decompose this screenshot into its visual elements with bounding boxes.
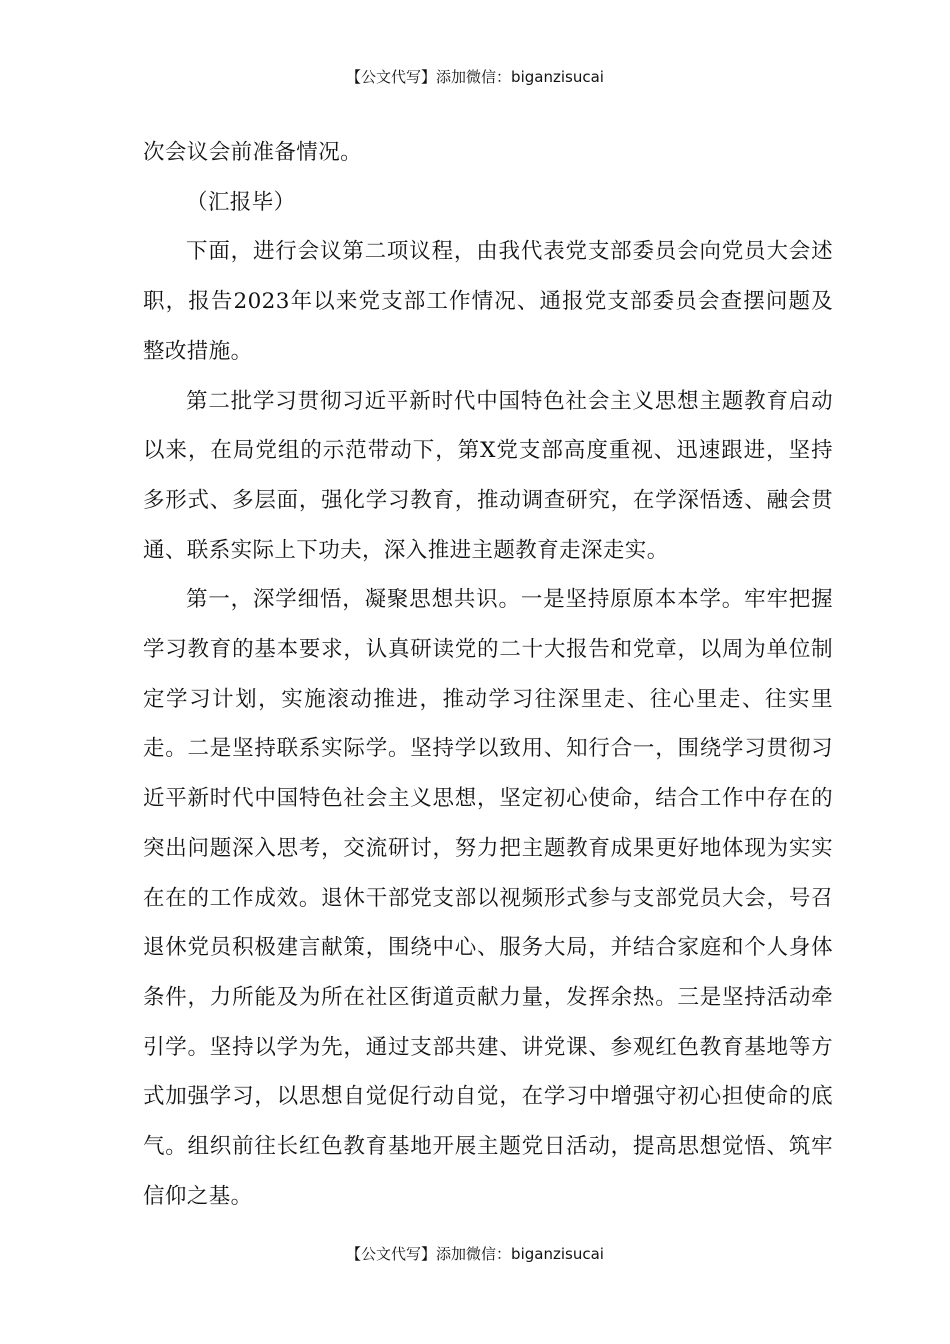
- page-header: 【公文代写】添加微信：biganzisucai: [346, 68, 604, 86]
- document-body: [143, 128, 833, 1221]
- paragraph-5: 第一，深学细悟，凝聚思想共识。一是坚持原原本本学。牢牢把握学习教育的基本要求，认真研读党的二十大报告和党章，以周为单位制定学习计划，实施滚动推进，推动学习往深里走、往心里走、往实里走。二是坚持联系实际学。坚持学以致用、知行合一，围绕学习贯彻习近平新时代中国特色社会主义思想，坚定初心使命，结合工作中存在的突出问题深入思考，交流研讨，努力把主题教育成果更好地体现为实实在在的工作成效。退休干部党支部以视频形式参与支部党员大会，号召退休党员积极建言献策，围绕中心、服务大局，并结合家庭和个人身体条件，力所能及为所在社区街道贡献力量，发挥余热。三是坚持活动牵引学。坚持以学为先，通过支部共建、讲党课、参观红色教育基地等方式加强学习，以思想自觉促行动自觉，在学习中增强守初心担使命的底气。组织前往长红色教育基地开展主题党日活动，提高思想觉悟、筑牢信仰之基。: [143, 587, 833, 1209]
- paragraph-3: 下面，进行会议第二项议程，由我代表党支部委员会向党员大会述职，报告2023年以来党支部工作情况、通报党支部委员会查摆问题及整改措施。: [143, 239, 833, 364]
- paragraph-4: 第二批学习贯彻习近平新时代中国特色社会主义思想主题教育启动以来，在局党组的示范带动下，第X党支部高度重视、迅速跟进，坚持多形式、多层面，强化学习教育，推动调查研究，在学深悟透、融会贯通、联系实际上下功夫，深入推进主题教育走深走实。: [143, 388, 833, 563]
- paragraph-2: （汇报毕）: [186, 189, 296, 215]
- paragraph-1: 次会议会前准备情况。: [143, 140, 363, 165]
- page-footer: 【公文代写】添加微信：biganzisucai: [346, 1245, 604, 1263]
